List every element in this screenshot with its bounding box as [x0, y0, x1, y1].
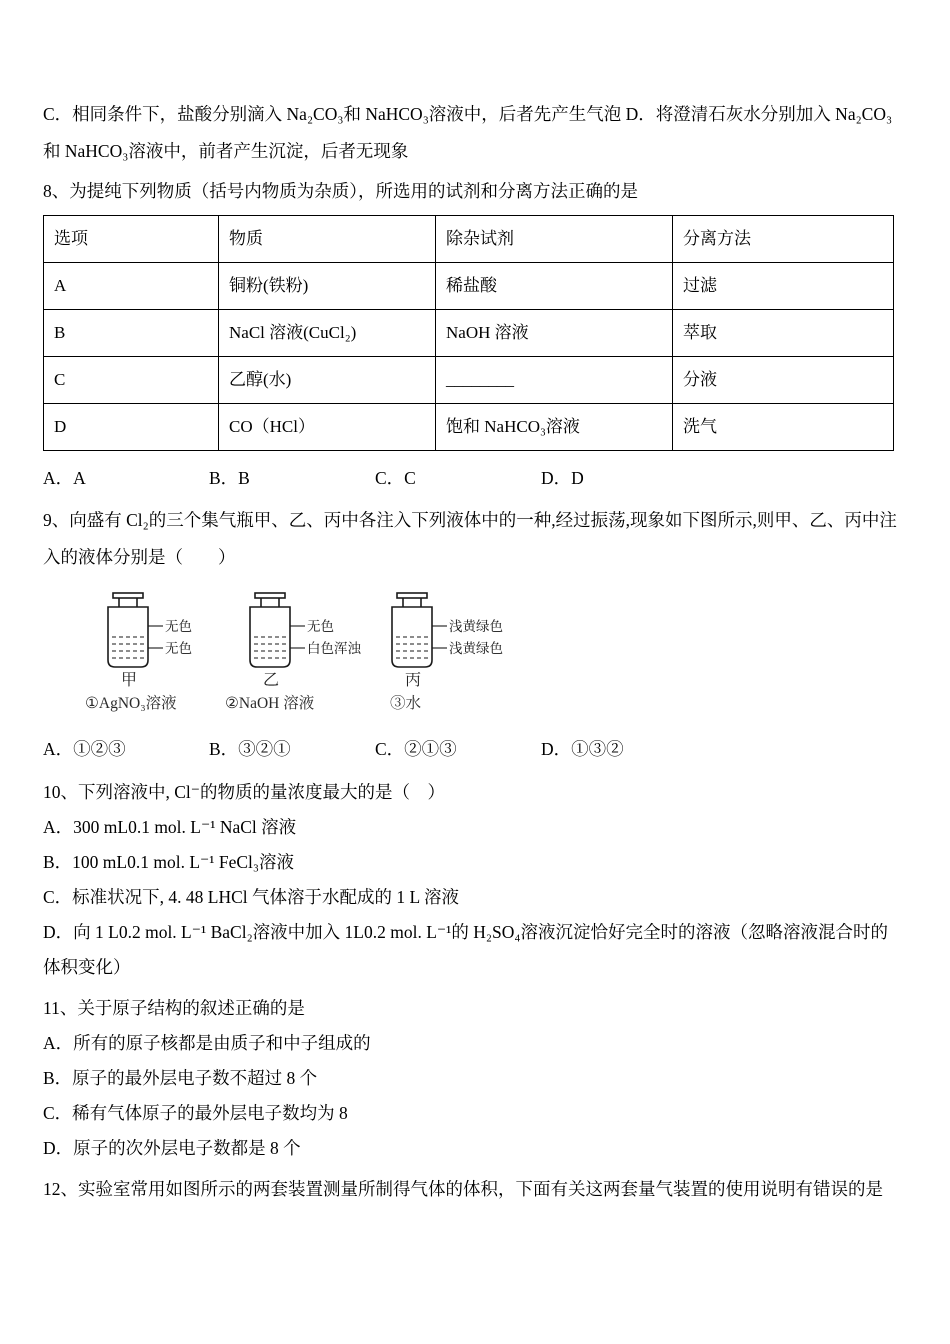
- table-header-cell: 除杂试剂: [436, 216, 673, 263]
- question11-option-c: C．稀有气体原子的最外层电子数均为 8: [43, 1103, 348, 1123]
- question10-option-b: B．100 mL0.1 mol. L⁻¹ FeCl₃溶液: [43, 852, 295, 872]
- legend-item: ②NaOH 溶液: [225, 695, 315, 712]
- table-header-cell: 分离方法: [673, 216, 894, 263]
- table-cell: CO（HCl）: [219, 404, 436, 451]
- table-cell: NaOH 溶液: [436, 310, 673, 357]
- liquid-phase-label: 白色浑浊: [307, 641, 361, 656]
- gas-phase-label: 无色: [165, 619, 192, 634]
- table-header-row: [44, 216, 894, 263]
- legend-item: ③水: [390, 695, 422, 712]
- answer-option: C．C: [375, 468, 416, 488]
- diagram-legend: [85, 692, 902, 716]
- table-header-cell: 选项: [44, 216, 219, 263]
- question10-option-d: D．向 1 L0.2 mol. L⁻¹ BaCl₂溶液中加入 1L0.2 mol. L⁻¹的 H₂SO₄溶液沉淀恰好完全时的溶液（忽略溶液混合时的体积变化）: [43, 922, 888, 977]
- gas-phase-label: 浅黄绿色: [449, 619, 503, 634]
- table-row: [44, 263, 894, 310]
- question8-answers: [43, 461, 902, 496]
- bottle-lip: [113, 593, 143, 598]
- liquid-phase-label: 无色: [165, 641, 192, 656]
- gas-bottle-yi: [245, 590, 373, 688]
- bottle-name: 甲: [121, 672, 138, 688]
- purification-table: [43, 215, 894, 451]
- gas-bottle-bing: [387, 590, 547, 688]
- question10-stem: 10、下列溶液中, Cl⁻的物质的量浓度最大的是（ ）: [43, 782, 446, 802]
- answer-option: C．②①③: [375, 739, 457, 759]
- question12-stem: 12、实验室常用如图所示的两套装置测量所制得气体的体积，下面有关这两套量气装置的使用说明有错误的是: [43, 1179, 883, 1199]
- gas-bottle-jia: [103, 590, 231, 688]
- table-cell: B: [44, 310, 219, 357]
- table-cell: 过滤: [673, 263, 894, 310]
- table-row: [44, 357, 894, 404]
- table-cell: 分液: [673, 357, 894, 404]
- table-row: [44, 404, 894, 451]
- table-header-cell: 物质: [219, 216, 436, 263]
- question8-stem: 8、为提纯下列物质（括号内物质为杂质），所选用的试剂和分离方法正确的是: [43, 181, 638, 201]
- bottle-name: 乙: [263, 672, 280, 688]
- table-cell: D: [44, 404, 219, 451]
- answer-option: D．D: [541, 468, 584, 488]
- bottle-lip: [255, 593, 285, 598]
- question10-option-a: A．300 mL0.1 mol. L⁻¹ NaCl 溶液: [43, 817, 297, 837]
- table-cell: 萃取: [673, 310, 894, 357]
- question9-stem: 9、向盛有 Cl₂的三个集气瓶甲、乙、丙中各注入下列液体中的一种,经过振荡,现象如下图所示,则甲、乙、丙中注入的液体分别是（ ）: [43, 510, 897, 567]
- question11-option-d: D．原子的次外层电子数都是 8 个: [43, 1138, 301, 1158]
- question7-options-cd: C．相同条件下，盐酸分别滴入 Na₂CO₃和 NaHCO₃溶液中，后者先产生气泡 D．将澄清石灰水分别加入 Na₂CO₃和 NaHCO₃溶液中，前者产生沉淀，后者无现象: [43, 104, 893, 161]
- answer-option: B．③②①: [209, 739, 291, 759]
- table-row: [44, 310, 894, 357]
- table-cell: C: [44, 357, 219, 404]
- bottle-name: 丙: [405, 672, 422, 688]
- table-cell: NaCl 溶液(CuCl₂): [219, 310, 436, 357]
- table-cell: 乙醇(水): [219, 357, 436, 404]
- legend-item: ①AgNO₃溶液: [85, 695, 177, 712]
- table-cell: ________: [436, 357, 673, 404]
- bottles-row: [103, 590, 902, 688]
- liquid-phase-label: 浅黄绿色: [449, 641, 503, 656]
- table-cell: 铜粉(铁粉): [219, 263, 436, 310]
- question11-stem: 11、关于原子结构的叙述正确的是: [43, 998, 305, 1018]
- answer-option: A．A: [43, 468, 86, 488]
- gas-phase-label: 无色: [307, 619, 334, 634]
- table-cell: 洗气: [673, 404, 894, 451]
- answer-option: A．①②③: [43, 739, 126, 759]
- question11-option-b: B．原子的最外层电子数不超过 8 个: [43, 1068, 318, 1088]
- question10-option-c: C．标准状况下, 4. 48 LHCl 气体溶于水配成的 1 L 溶液: [43, 887, 459, 907]
- table-cell: 饱和 NaHCO₃溶液: [436, 404, 673, 451]
- question11-option-a: A．所有的原子核都是由质子和中子组成的: [43, 1033, 371, 1053]
- table-cell: 稀盐酸: [436, 263, 673, 310]
- answer-option: B．B: [209, 468, 250, 488]
- table-cell: A: [44, 263, 219, 310]
- question9-answers: [43, 732, 902, 767]
- gas-bottle-diagram: [43, 590, 902, 716]
- bottle-lip: [397, 593, 427, 598]
- answer-option: D．①③②: [541, 739, 624, 759]
